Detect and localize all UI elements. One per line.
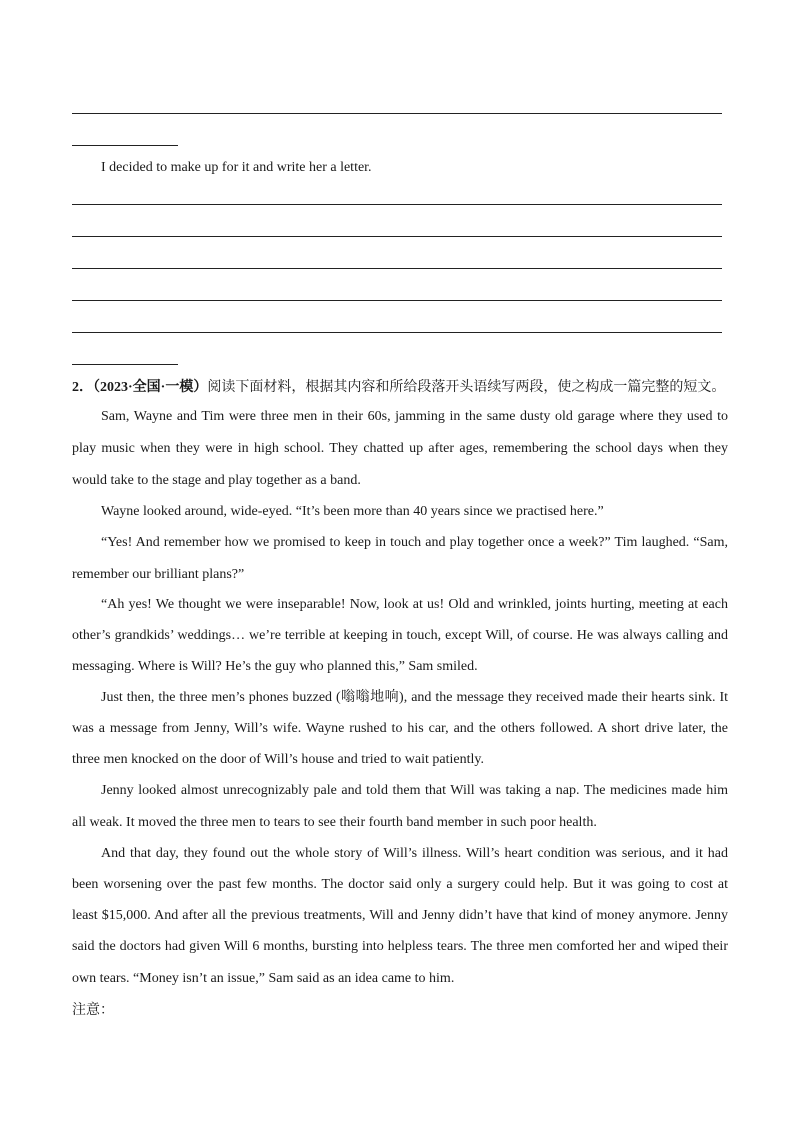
question-source: （2023·全国·一模） bbox=[93, 380, 208, 395]
passage-line: was a message from Jenny, Will’s wife. Wayne rushed to his car, and the others followed. A short drive later, the bbox=[72, 721, 728, 736]
answer-line bbox=[72, 300, 722, 301]
note-label: 注意： bbox=[72, 1003, 114, 1018]
passage-line: other’s grandkids’ weddings… we’re terrible at keeping in touch, except Will, of course. He was always calling and bbox=[72, 628, 728, 643]
answer-line-short bbox=[72, 364, 178, 365]
paragraph-prompt: I decided to make up for it and write her a letter. bbox=[101, 160, 372, 175]
passage-line: Sam, Wayne and Tim were three men in their 60s, jamming in the same dusty old garage where they used to bbox=[101, 409, 728, 424]
answer-line bbox=[72, 204, 722, 205]
passage-line: And that day, they found out the whole story of Will’s illness. Will’s heart condition was serious, and it had bbox=[101, 846, 728, 861]
question-header bbox=[72, 379, 728, 397]
passage-line: would take to the stage and play together as a band. bbox=[72, 473, 361, 488]
passage-line: own tears. “Money isn’t an issue,” Sam said as an idea came to him. bbox=[72, 971, 455, 986]
passage-line: been worsening over the past few months. The doctor said only a surgery could help. But it was going to cost at bbox=[72, 877, 728, 892]
answer-line-short bbox=[72, 145, 178, 146]
passage-line: all weak. It moved the three men to tears to see their fourth band member in such poor health. bbox=[72, 815, 597, 830]
passage-line: “Yes! And remember how we promised to keep in touch and play together once a week?” Tim laughed. “Sam, bbox=[101, 535, 728, 550]
passage-line: play music when they were in high school. They chatted up after ages, remembering the school days when they bbox=[72, 441, 728, 456]
question-instruction: 阅读下面材料，根据其内容和所给段落开头语续写两段，使之构成一篇完整的短文。 bbox=[207, 380, 726, 395]
answer-line bbox=[72, 332, 722, 333]
question-number: 2． bbox=[72, 380, 93, 395]
passage-line: remember our brilliant plans?” bbox=[72, 567, 245, 582]
passage-line: three men knocked on the door of Will’s house and tried to wait patiently. bbox=[72, 752, 484, 767]
passage-line: “Ah yes! We thought we were inseparable! Now, look at us! Old and wrinkled, joints hurting, meeting at each bbox=[101, 597, 728, 612]
passage-line: said the doctors had given Will 6 months, bursting into helpless tears. The three men comforted her and wiped their bbox=[72, 939, 728, 954]
passage-line: Jenny looked almost unrecognizably pale and told them that Will was taking a nap. The medicines made him bbox=[101, 783, 728, 798]
passage-line: Wayne looked around, wide-eyed. “It’s been more than 40 years since we practised here.” bbox=[101, 504, 604, 519]
passage-line: least $15,000. And after all the previous treatments, Will and Jenny didn’t have that kind of money anymore. Jenny bbox=[72, 908, 728, 923]
answer-line bbox=[72, 113, 722, 114]
passage-line: messaging. Where is Will? He’s the guy who planned this,” Sam smiled. bbox=[72, 659, 478, 674]
answer-line bbox=[72, 268, 722, 269]
answer-line bbox=[72, 236, 722, 237]
passage-line: Just then, the three men’s phones buzzed (嗡嗡地响), and the message they received made their hearts sink. It bbox=[101, 690, 728, 705]
